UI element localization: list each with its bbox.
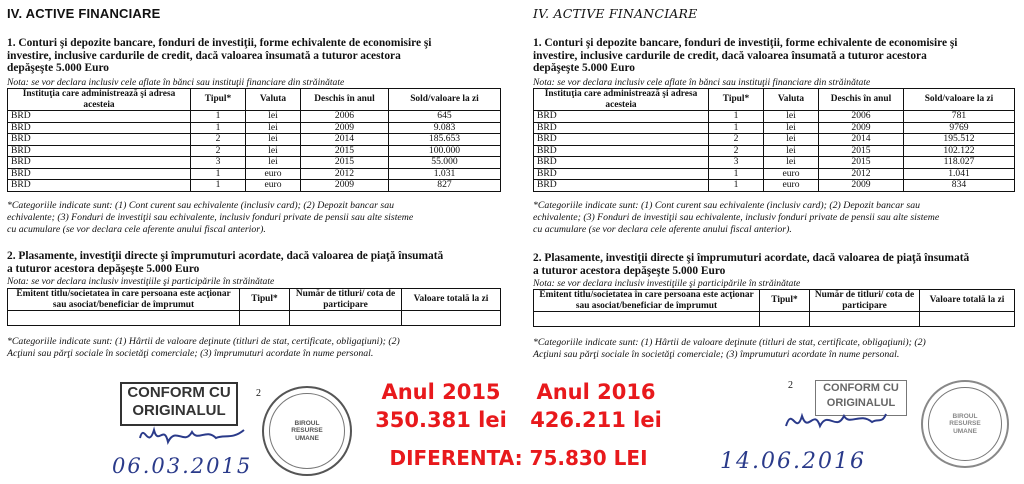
table-cell: BRD [534, 157, 709, 169]
categories-investments-line2: Acţiuni sau părţi sociale în societăţi comerciale; (3) împrumuturi acordate în nume personal. [533, 349, 900, 360]
col-type: Tipul* [240, 289, 290, 311]
investments-table [533, 289, 1015, 327]
table-cell: 9.083 [389, 122, 501, 134]
table-cell: 834 [904, 180, 1015, 192]
table-cell: 2009 [819, 122, 904, 134]
investments-table [7, 288, 501, 326]
table-row [8, 111, 501, 123]
table-cell: 3 [191, 157, 246, 169]
col-opened: Deschis în anul [301, 89, 389, 111]
table-cell: 1 [191, 111, 246, 123]
col-total-value: Valoare totală la zi [920, 290, 1015, 312]
table-cell: euro [246, 168, 301, 180]
table-cell: 2015 [301, 145, 389, 157]
table-row [534, 111, 1015, 123]
categories-accounts [7, 200, 512, 236]
table-cell: 1 [709, 168, 764, 180]
table-row [534, 180, 1015, 192]
col-type: Tipul* [709, 89, 764, 111]
table-cell: lei [246, 111, 301, 123]
col-currency: Valuta [246, 89, 301, 111]
table-cell: 2006 [301, 111, 389, 123]
table-cell: lei [764, 134, 819, 146]
table-cell: 3 [709, 157, 764, 169]
round-stamp [921, 380, 1009, 468]
accounts-table [7, 88, 501, 192]
heading-accounts-line1: 1. Conturi şi depozite bancare, fonduri de investiţii, forme echivalente de economisire şi [533, 37, 958, 49]
col-institution: Instituţia care administrează şi adresa acesteia [534, 89, 709, 111]
table-cell: lei [764, 122, 819, 134]
col-total-value: Valoare totală la zi [402, 289, 501, 311]
table-cell: 2015 [301, 157, 389, 169]
heading-accounts-line2: investire, inclusive cardurile de credit, dacă valoarea însumată a tuturor acestora [7, 49, 401, 62]
heading-investments-line1: 2. Plasamente, investiţii directe şi împrumuturi acordate, dacă valoarea de piaţă însumată [533, 252, 970, 264]
heading-accounts-line2: investire, inclusive cardurile de credit, dacă valoarea însumată a tuturor acestora [533, 49, 927, 62]
round-stamp-text: BIROUL RESURSE UMANE [949, 412, 981, 435]
signature-icon [778, 396, 888, 444]
table-cell: 2014 [819, 134, 904, 146]
categories-investments-line1: *Categoriile indicate sunt: (1) Hârtii de valoare deţinute (titluri de stat, certificate, obligaţiuni); (2) [7, 336, 400, 347]
table-row [8, 134, 501, 146]
col-balance: Sold/valoare la zi [904, 89, 1015, 111]
table-cell: 2012 [301, 168, 389, 180]
table-cell: 1.041 [904, 168, 1015, 180]
table-cell: BRD [534, 122, 709, 134]
table-cell: BRD [534, 180, 709, 192]
table-cell: BRD [8, 111, 191, 123]
col-type: Tipul* [191, 89, 246, 111]
year-2016-label: Anul 2016 [536, 380, 656, 404]
table-cell: euro [764, 168, 819, 180]
year-2015-label: Anul 2015 [381, 380, 501, 404]
table-cell: 1 [709, 111, 764, 123]
conform-stamp-line1: CONFORM CU [823, 382, 899, 394]
table-cell: BRD [8, 145, 191, 157]
section-title: IV. ACTIVE FINANCIARE [7, 6, 161, 21]
categories-accounts [533, 200, 1023, 236]
table-cell: 2015 [819, 157, 904, 169]
accounts-table-body [8, 111, 501, 192]
table-cell: BRD [8, 122, 191, 134]
table-cell: 2015 [819, 145, 904, 157]
conform-stamp-line2: ORIGINALUL [132, 402, 226, 419]
heading-investments [7, 250, 512, 275]
table-row [534, 168, 1015, 180]
table-cell: 2009 [301, 180, 389, 192]
table-cell: 2 [709, 145, 764, 157]
table-cell: 100.000 [389, 145, 501, 157]
accounts-table [533, 88, 1015, 192]
table-cell: 781 [904, 111, 1015, 123]
table-cell: BRD [534, 134, 709, 146]
table-cell: 1 [191, 168, 246, 180]
categories-investments [7, 336, 512, 360]
heading-investments-line1: 2. Plasamente, investiţii directe şi împrumuturi acordate, dacă valoarea de piaţă însumată [7, 250, 444, 262]
table-cell: 827 [389, 180, 501, 192]
table-row [8, 122, 501, 134]
page-number: 2 [256, 388, 261, 399]
col-institution: Instituţia care administrează şi adresa acesteia [8, 89, 191, 111]
table-cell: lei [764, 145, 819, 157]
year-2015-total: 350.381 lei [375, 408, 507, 432]
table-cell: 2014 [301, 134, 389, 146]
table-cell: BRD [534, 168, 709, 180]
table-cell: 1.031 [389, 168, 501, 180]
round-stamp-text: BIROUL RESURSE UMANE [291, 419, 323, 442]
table-cell: lei [246, 134, 301, 146]
table-cell: euro [764, 180, 819, 192]
col-issuer: Emitent titlu/societatea în care persoana este acţionar sau asociat/beneficiar de împrumut [534, 290, 760, 312]
table-cell: 1 [191, 122, 246, 134]
table-cell: 2 [709, 134, 764, 146]
table-row [534, 157, 1015, 169]
table-cell: BRD [8, 157, 191, 169]
table-cell: lei [246, 145, 301, 157]
table-cell: 2009 [819, 180, 904, 192]
round-stamp [262, 386, 352, 476]
table-cell: 1 [191, 180, 246, 192]
note-investments: Nota: se vor declara inclusiv investiţiile şi participările în străinătate [533, 278, 801, 289]
table-cell: 1 [709, 122, 764, 134]
table-row [8, 157, 501, 169]
table-row [534, 134, 1015, 146]
categories-investments [533, 337, 1023, 361]
table-row [8, 311, 501, 326]
heading-accounts-line3: depăşeşte 5.000 Euro [7, 62, 109, 74]
heading-investments-line2: a tuturor acestora depăşeşte 5.000 Euro [533, 264, 726, 277]
table-cell: BRD [8, 168, 191, 180]
table-cell: BRD [8, 180, 191, 192]
table-cell: 55.000 [389, 157, 501, 169]
table-cell: BRD [8, 134, 191, 146]
heading-accounts [533, 37, 1023, 75]
table-row [8, 180, 501, 192]
col-opened: Deschis în anul [819, 89, 904, 111]
table-cell: 185.653 [389, 134, 501, 146]
table-cell: 2 [191, 134, 246, 146]
categories-accounts-line2: echivalente; (3) Fonduri de investiţii sau echivalente, inclusiv fonduri private de pensii sau alte sisteme [533, 212, 940, 223]
table-cell: BRD [534, 145, 709, 157]
col-issuer: Emitent titlu/societatea în care persoana este acţionar sau asociat/beneficiar de împrumut [8, 289, 240, 311]
categories-accounts-line3: cu acumulare (se vor declara cele aferente anului fiscal anterior). [533, 224, 792, 235]
difference-total: DIFERENTA: 75.830 LEI [389, 446, 648, 470]
date-handwritten: 06.03.2015 [112, 454, 253, 478]
table-cell: 195.512 [904, 134, 1015, 146]
table-cell: 2009 [301, 122, 389, 134]
table-cell: 1 [709, 180, 764, 192]
categories-accounts-line2: echivalente; (3) Fonduri de investiţii sau echivalente, inclusiv fonduri private de pensii sau alte sisteme [7, 212, 414, 223]
heading-accounts-line3: depăşeşte 5.000 Euro [533, 62, 635, 74]
categories-accounts-line1: *Categoriile indicate sunt: (1) Cont curent sau echivalente (inclusiv card); (2) Depozit bancar sau [533, 200, 920, 211]
table-cell: lei [764, 157, 819, 169]
note-accounts: Nota: se vor declara inclusiv cele aflate în bănci sau instituţii financiare din străinătate [533, 77, 871, 88]
table-cell: euro [246, 180, 301, 192]
categories-investments-line2: Acţiuni sau părţi sociale în societăţi comerciale; (3) împrumuturi acordate în nume personal. [7, 348, 374, 359]
note-investments: Nota: se vor declara inclusiv investiţiile şi participările în străinătate [7, 276, 275, 287]
table-row [534, 122, 1015, 134]
heading-accounts-line1: 1. Conturi şi depozite bancare, fonduri de investiţii, forme echivalente de economisire şi [7, 37, 432, 49]
table-row [534, 145, 1015, 157]
conform-stamp-line2: ORIGINALUL [826, 397, 896, 409]
table-row [8, 145, 501, 157]
col-shares: Număr de titluri/ cota de participare [810, 290, 920, 312]
note-accounts: Nota: se vor declara inclusiv cele aflate în bănci sau instituţii financiare din străinătate [7, 77, 345, 88]
heading-investments-line2: a tuturor acestora depăşeşte 5.000 Euro [7, 262, 200, 275]
table-row [534, 312, 1015, 327]
col-shares: Număr de titluri/ cota de participare [290, 289, 402, 311]
col-type: Tipul* [760, 290, 810, 312]
table-cell: lei [764, 111, 819, 123]
heading-investments [533, 252, 1023, 277]
categories-accounts-line1: *Categoriile indicate sunt: (1) Cont curent sau echivalente (inclusiv card); (2) Depozit bancar sau [7, 200, 394, 211]
section-title: IV. ACTIVE FINANCIARE [533, 6, 698, 21]
table-cell: 2 [191, 145, 246, 157]
table-cell: 9769 [904, 122, 1015, 134]
categories-accounts-line3: cu acumulare (se vor declara cele aferente anului fiscal anterior). [7, 224, 266, 235]
col-currency: Valuta [764, 89, 819, 111]
conform-stamp-line1: CONFORM CU [127, 384, 231, 401]
table-cell: 102.122 [904, 145, 1015, 157]
year-2016-total: 426.211 lei [530, 408, 662, 432]
accounts-table-body [534, 111, 1015, 192]
signature-icon [132, 416, 252, 456]
date-handwritten: 14.06.2016 [720, 449, 866, 474]
table-cell: 2006 [819, 111, 904, 123]
table-cell: lei [246, 122, 301, 134]
categories-investments-line1: *Categoriile indicate sunt: (1) Hârtii de valoare deţinute (titluri de stat, certificate, obligaţiuni); (2) [533, 337, 926, 348]
col-balance: Sold/valoare la zi [389, 89, 501, 111]
table-cell: 2012 [819, 168, 904, 180]
table-cell: 645 [389, 111, 501, 123]
table-cell: lei [246, 157, 301, 169]
table-cell: BRD [534, 111, 709, 123]
table-row [8, 168, 501, 180]
table-cell: 118.027 [904, 157, 1015, 169]
heading-accounts [7, 37, 507, 75]
page-number: 2 [788, 380, 793, 391]
